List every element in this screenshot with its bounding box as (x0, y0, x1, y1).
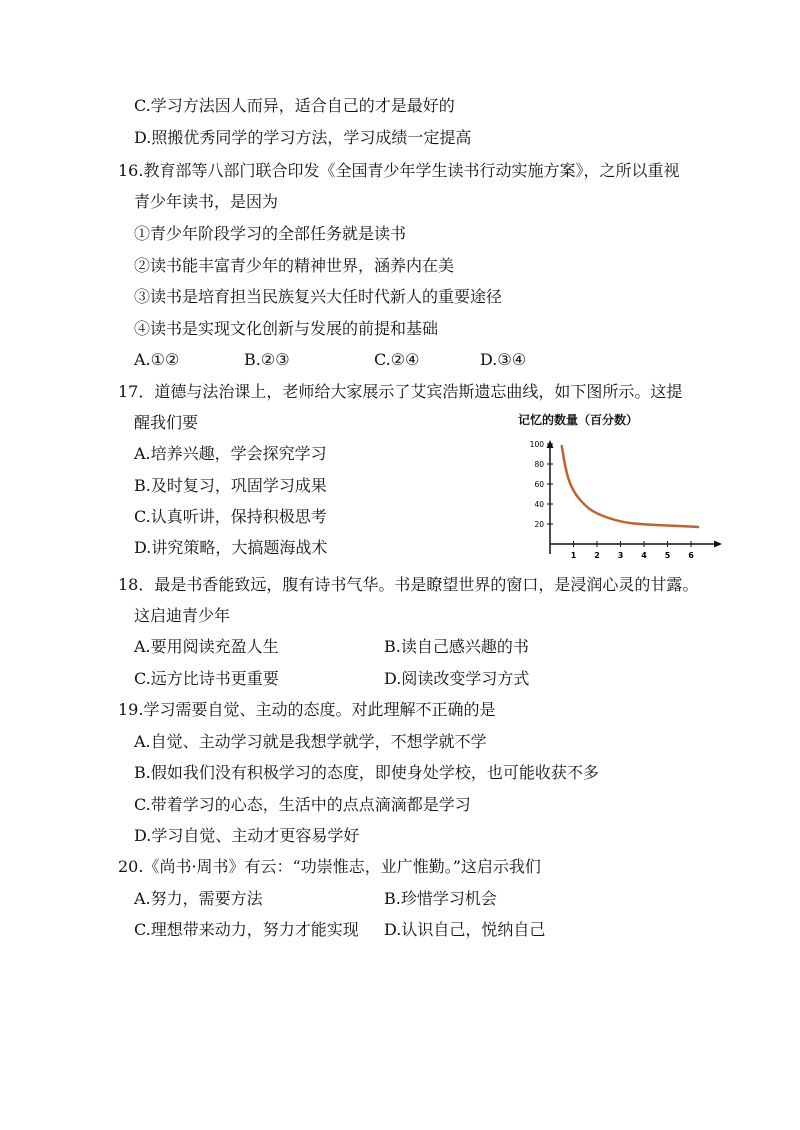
axis-ticks (530, 440, 695, 560)
q16-choice-b[interactable]: B.②③ (244, 350, 290, 369)
q19-choice-d[interactable]: D.学习自觉、主动才更容易学好 (134, 826, 360, 845)
option-c-prev: C.学习方法因人而异，适合自己的才是最好的 (134, 96, 455, 115)
q17-choice-d[interactable]: D.讲究策略，大搞题海战术 (134, 538, 328, 557)
x-tick-label: 5 (664, 551, 671, 560)
q20-stem: 20.《尚书·周书》有云：“功崇惟志，业广惟勤。”这启示我们 (118, 857, 541, 876)
q17-stem-line1: 17．道德与法治课上，老师给大家展示了艾宾浩斯遗忘曲线，如下图所示。这提 (118, 382, 683, 401)
y-tick-label: 40 (534, 500, 544, 509)
y-tick-label: 60 (534, 480, 544, 489)
q18-stem-line2: 这启迪青少年 (134, 606, 231, 625)
forgetting-curve-chart (512, 404, 732, 564)
q16-stem-line2: 青少年读书，是因为 (134, 192, 279, 211)
q16-choice-c[interactable]: C.②④ (374, 350, 420, 369)
q16-statement-1: ①青少年阶段学习的全部任务就是读书 (134, 224, 407, 243)
q20-choice-a[interactable]: A.努力，需要方法 (134, 889, 263, 908)
x-axis-arrow (714, 541, 722, 548)
q17-choice-c[interactable]: C.认真听讲，保持积极思考 (134, 507, 327, 526)
y-tick-label: 80 (534, 460, 544, 469)
q18-choice-d[interactable]: D.阅读改变学习方式 (384, 669, 530, 688)
q18-stem-line1: 18．最是书香能致远，腹有诗书气华。书是瞭望世界的窗口，是浸润心灵的甘露。 (118, 575, 699, 594)
q17-stem-line2: 醒我们要 (134, 413, 199, 432)
chart-title: 记忆的数量（百分数） (518, 413, 639, 427)
q17-choice-b[interactable]: B.及时复习，巩固学习成果 (134, 476, 327, 495)
x-tick-label: 3 (617, 551, 624, 560)
q18-choice-b[interactable]: B.读自己感兴趣的书 (384, 637, 529, 656)
q16-statement-4: ④读书是实现文化创新与发展的前提和基础 (134, 319, 439, 338)
y-tick-label: 20 (534, 520, 544, 529)
q16-choice-a[interactable]: A.①② (134, 350, 180, 369)
q16-statement-2: ②读书能丰富青少年的精神世界，涵养内在美 (134, 256, 455, 275)
x-tick-label: 2 (594, 551, 600, 560)
q16-stem-line1: 16.教育部等八部门联合印发《全国青少年学生读书行动实施方案》，之所以重视 (118, 161, 680, 180)
q19-choice-a[interactable]: A.自觉、主动学习就是我想学就学，不想学就不学 (134, 732, 487, 751)
q18-choice-a[interactable]: A.要用阅读充盈人生 (134, 637, 279, 656)
x-tick-label: 6 (688, 551, 694, 560)
q16-statement-3: ③读书是培育担当民族复兴大任时代新人的重要途径 (134, 287, 503, 306)
option-d-prev: D.照搬优秀同学的学习方法，学习成绩一定提高 (134, 128, 472, 147)
q16-choice-d[interactable]: D.③④ (480, 350, 527, 369)
series-line (562, 446, 698, 527)
q19-choice-c[interactable]: C.带着学习的心态，生活中的点点滴滴都是学习 (134, 795, 471, 814)
q20-choice-c[interactable]: C.理想带来动力，努力才能实现 (134, 920, 359, 939)
x-tick-label: 1 (570, 551, 577, 560)
x-tick-label: 4 (641, 551, 647, 560)
y-tick-label: 100 (529, 440, 544, 449)
q20-choice-d[interactable]: D.认识自己，悦纳自己 (384, 920, 546, 939)
q20-choice-b[interactable]: B.珍惜学习机会 (384, 889, 497, 908)
q17-choice-a[interactable]: A.培养兴趣，学会探究学习 (134, 444, 327, 463)
q19-stem: 19.学习需要自觉、主动的态度。对此理解不正确的是 (118, 700, 496, 719)
q19-choice-b[interactable]: B.假如我们没有积极学习的态度，即使身处学校，也可能收获不多 (134, 763, 599, 782)
q18-choice-c[interactable]: C.远方比诗书更重要 (134, 669, 279, 688)
